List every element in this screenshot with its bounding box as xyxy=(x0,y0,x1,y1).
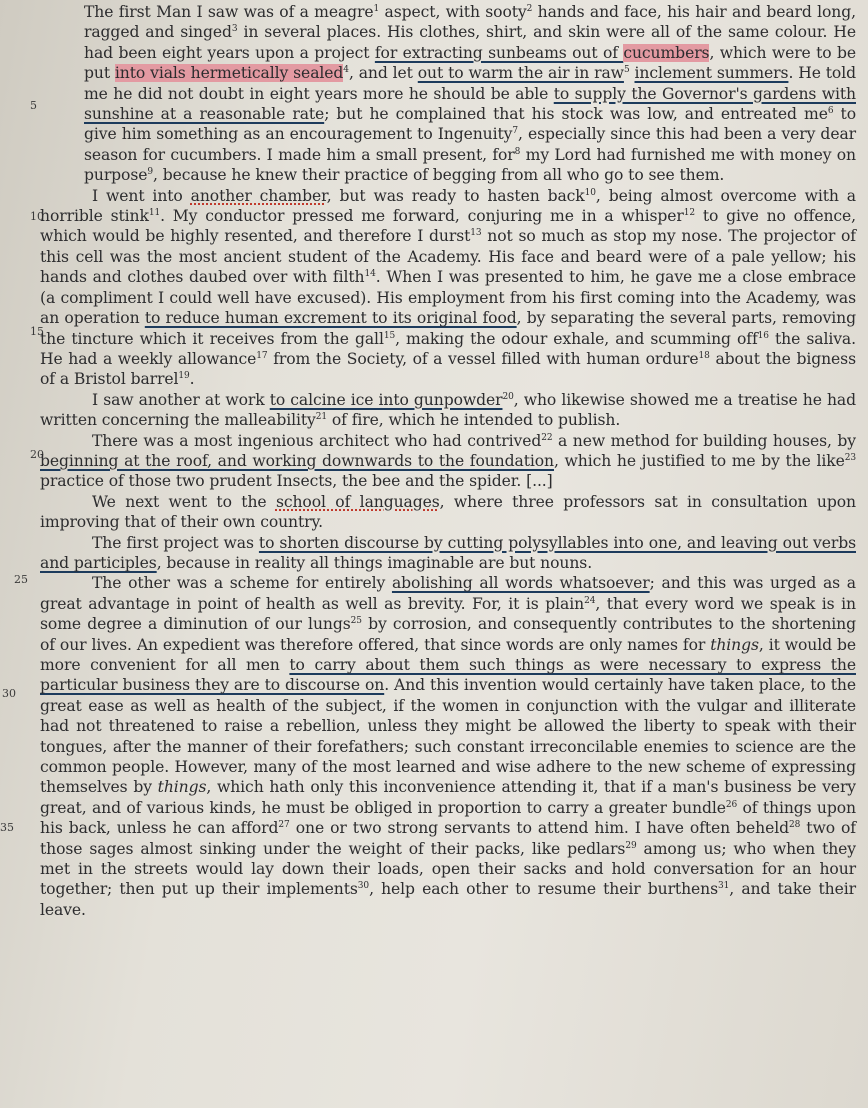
footnote-marker: 20 xyxy=(502,391,514,402)
underlined-phrase: to carry about them such things as were necessary to express the particular business they are to discourse on xyxy=(40,656,856,695)
paragraph: The other was a scheme for entirely abolishing all words whatsoever; and this was urged as a great advantage in point of health as well as brevity. For, it is plain$^{24}$, that every word we speak is in some degree a diminution of our lungs$^{25}$ by corrosion, and consequently contributes to the shortening of our lives. An expedient was therefore offered, that since words are only names for things, it would be more convenient for all men to carry about them such things as were necessary to express the particular business they are to discourse on. And this invention would certainly have taken place, to the great ease as well as health of the subject, if the women in conjunction with the vulgar and illiterate had not threatened to raise a rebellion, unless they might be allowed the liberty to speak with their tongues, after the manner of their forefathers; such constant irreconcilable enemies to science are the common people. However, many of the most learned and wise adhere to the new scheme of expressing themselves by things, which hath only this inconvenience attending it, that if a man's business be very great, and of various kinds, he must be obliged in proportion to carry a greater bundle$^{26}$ of things upon his back, unless he can afford$^{27}$ one or two strong servants to attend him. I have often beheld$^{28}$ two of those sages almost sinking under the weight of their packs, like pedlars$^{29}$ among us; who when they met in the streets would lay down their loads, open their sacks and hold conversation for an hour together; then put up their implements$^{30}$, help each other to resume their burthens$^{31}$, and take their leave. xyxy=(40,574,857,919)
footnote-marker: 16 xyxy=(757,330,769,341)
underlined-phrase: out to warm the air in raw xyxy=(417,64,624,83)
line-number: 35 xyxy=(0,821,14,834)
underlined-phrase: beginning at the roof, and working downwards to the foundation xyxy=(40,451,554,470)
footnote-marker: 2 xyxy=(526,4,533,14)
line-number: 5 xyxy=(30,99,37,112)
footnote-marker: 8 xyxy=(514,146,521,157)
footnote-marker: 3 xyxy=(231,24,238,35)
paragraph: I saw another at work to calcine ice into gunpowder$^{20}$, who likewise showed me a treatise he had written concerning the malleability$^{21}$ of fire, which he intended to publish. xyxy=(40,390,856,430)
footnote-marker: 26 xyxy=(725,799,738,810)
footnote-marker: 18 xyxy=(698,350,710,361)
underlined-phrase: to supply the Governor's gardens with sunshine at a reasonable rate xyxy=(84,84,856,124)
footnote-marker: 1 xyxy=(373,4,380,14)
paragraph: The first Man I saw was of a meagre$^1$ aspect, with sooty$^2$ hands and face, his hair and beard long, ragged and singed$^3$ in several places. His clothes, shirt, and skin were all of the same colour. He had been eight years upon a project for extracting sunbeams out of cucumbers, which were to be put into vials hermetically sealed$^4$, and let out to warm the air in raw$^5$ inclement summers. He told me he did not doubt in eight years more he should be able to supply the Governor's gardens with sunshine at a reasonable rate; but he complained that his stock was low, and entreated $me^6$ to give him something as an encouragement to Ingenuity$^7$, especially since this had been a very dear season for cucumbers. I made him a small present, for$^8$ my Lord had furnished me with money on purpose$^9$, because he knew their practice of begging from all who go to see them. xyxy=(84,3,857,185)
highlighted-phrase: cucumbers xyxy=(623,43,710,62)
footnote-marker: 11 xyxy=(148,208,161,219)
line-number: 10 xyxy=(30,210,44,223)
body-text xyxy=(40,2,856,920)
paragraph: We next went to the school of languages, where three professors sat in consultation upon improving that of their own country. xyxy=(40,492,856,532)
footnote-marker: 21 xyxy=(315,412,328,423)
line-number: 20 xyxy=(30,448,44,461)
footnote-marker: 27 xyxy=(278,820,290,831)
footnote-marker: 9 xyxy=(147,167,154,178)
underlined-phrase: abolishing all words whatsoever xyxy=(391,574,650,593)
footnote-marker: 17 xyxy=(256,350,268,361)
paragraph: I went into another chamber, but was ready to hasten back$^{10}$, being almost overcome with a horrible stink$^{11}$. My conductor pressed me forward, conjuring me in a whisper$^{12}$ to give no offence, which would be highly resented, and therefore I durst$^{13}$ not so much as stop my nose. The projector of this cell was the most ancient student of the Academy. His face and beard were of a pale yellow; his hands and clothes daubed over with filth$^{14}$. When I was presented to him, he gave me a close embrace (a compliment I could well have excused). His employment from his first coming into the Academy, was an operation to reduce human excrement to its original food, by separating the several parts, removing the tincture which it receives from the gall$^{15}$, making the odour exhale, and scumming off$^{16}$ the saliva. He had a weekly allowance$^{17}$ from the Society, of a vessel filled with human ordure$^{18}$ about the bigness of a Bristol barrel$^{19}$. xyxy=(40,186,857,389)
footnote-marker: 19 xyxy=(178,371,190,382)
italic-word: things xyxy=(157,778,207,797)
footnote-marker: 25 xyxy=(350,616,362,627)
line-number: 25 xyxy=(14,573,28,586)
dotted-underline-phrase: another chamber xyxy=(190,186,327,205)
highlighted-phrase: into vials hermetically sealed xyxy=(114,64,344,83)
footnote-marker: 23 xyxy=(844,452,856,463)
underlined-phrase: for extracting sunbeams out of xyxy=(374,43,624,62)
line-number: 15 xyxy=(30,325,44,338)
paragraph: There was a most ingenious architect who had contrived$^{22}$ a new method for building houses, by beginning at the roof, and working downwards to the foundation, which he justified to me by the like$^{23}$ practice of those two prudent Insects, the bee and the spider. [...] xyxy=(40,431,856,491)
footnote-marker: 14 xyxy=(364,269,376,280)
footnote-marker: 31 xyxy=(718,881,730,892)
footnote-marker: 22 xyxy=(541,432,553,443)
footnote-marker: 6 xyxy=(827,106,834,117)
footnote-marker: 4 xyxy=(343,65,349,76)
footnote-marker: 28 xyxy=(788,820,801,831)
underlined-phrase: to calcine ice into gunpowder xyxy=(269,390,503,409)
footnote-marker: 15 xyxy=(383,330,396,341)
italic-word: things xyxy=(710,635,759,654)
footnote-marker: 5 xyxy=(623,65,630,76)
line-number: 30 xyxy=(2,687,16,700)
footnote-marker: 12 xyxy=(683,208,696,219)
underlined-phrase: to reduce human excrement to its original food xyxy=(144,309,517,328)
dotted-underline-phrase: school of languages xyxy=(275,492,440,511)
footnote-marker: 24 xyxy=(584,595,596,606)
paragraph: The first project was to shorten discourse by cutting polysyllables into one, and leaving out verbs and participles, because in reality all things imaginable are but nouns. xyxy=(40,533,856,572)
footnote-marker: 7 xyxy=(512,126,519,137)
underlined-phrase: inclement summers xyxy=(634,64,789,83)
footnote-marker: 13 xyxy=(470,228,482,239)
footnote-marker: 30 xyxy=(357,881,370,892)
footnote-marker: 10 xyxy=(584,187,596,198)
footnote-marker: 29 xyxy=(625,840,637,851)
underlined-phrase: to shorten discourse by cutting polysyllables into one, and leaving out verbs and participles xyxy=(40,533,856,572)
